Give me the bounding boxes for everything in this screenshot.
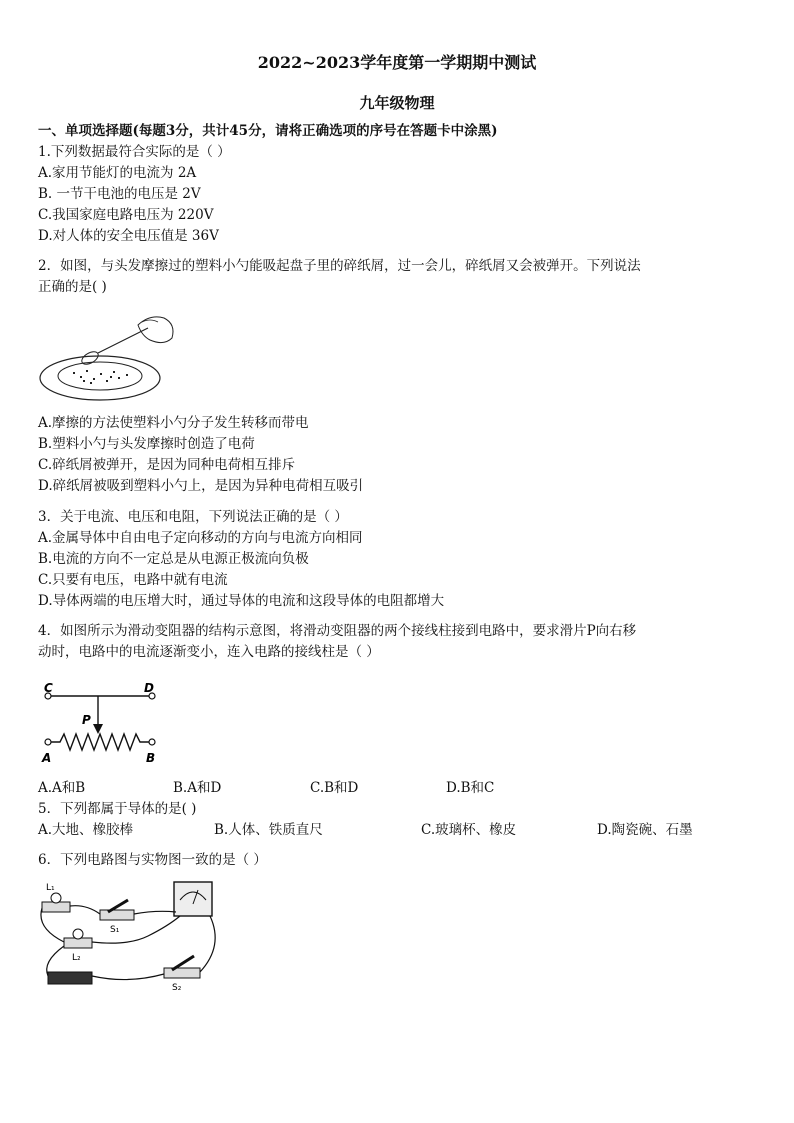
q4-option-b: B.A和D [173, 780, 222, 796]
terminal-b-label: B [146, 751, 156, 765]
section-heading: 一、单项选择题(每题3分，共计45分，请将正确选项的序号在答题卡中涂黑) [38, 123, 498, 139]
q2-option-a: A.摩擦的方法使塑料小勺分子发生转移而带电 [38, 415, 309, 431]
q4-option-d: D.B和C [446, 780, 495, 796]
q5-stem: 5．下列都属于导体的是( ) [38, 801, 197, 817]
switch-s1-label: S₁ [110, 925, 120, 935]
q1-option-d: D.对人体的安全电压值是 36V [38, 228, 219, 244]
q2-option-c: C.碎纸屑被弹开，是因为同种电荷相互排斥 [38, 457, 296, 473]
lamp-l1-label: L₁ [46, 883, 55, 893]
physical-circuit-figure [38, 876, 228, 996]
q3-option-b: B.电流的方向不一定总是从电源正极流向负极 [38, 551, 309, 567]
rheostat-figure [38, 680, 168, 770]
switch-s2-label: S₂ [172, 983, 182, 993]
q5-option-d: D.陶瓷碗、石墨 [597, 822, 693, 838]
exam-subject: 九年级物理 [359, 94, 435, 112]
terminal-a-label: A [42, 751, 52, 765]
q1-option-b: B. 一节干电池的电压是 2V [38, 186, 201, 202]
q5-option-b: B.人体、铁质直尺 [214, 822, 323, 838]
q4-stem-line1: 4．如图所示为滑动变阻器的结构示意图，将滑动变阻器的两个接线柱接到电路中，要求滑片P向右移 [38, 623, 637, 639]
q1-option-a: A.家用节能灯的电流为 2A [38, 165, 197, 181]
q4-option-a: A.A和B [38, 780, 86, 796]
q3-stem: 3．关于电流、电压和电阻，下列说法正确的是（ ） [38, 509, 348, 525]
q1-option-c: C.我国家庭电路电压为 220V [38, 207, 214, 223]
slider-p-label: P [82, 713, 91, 727]
q3-option-d: D.导体两端的电压增大时，通过导体的电流和这段导体的电阻都增大 [38, 593, 445, 609]
exam-title: 2022~2023学年度第一学期期中测试 [257, 53, 537, 72]
q5-option-a: A.大地、橡胶棒 [38, 822, 134, 838]
q2-option-d: D.碎纸屑被吸到塑料小勺上，是因为异种电荷相互吸引 [38, 478, 364, 494]
terminal-d-label: D [144, 681, 154, 695]
q6-stem: 6．下列电路图与实物图一致的是（ ） [38, 852, 267, 868]
plate-spoon-figure [38, 310, 178, 405]
q4-stem-line2: 动时，电路中的电流逐渐变小，连入电路的接线柱是（ ） [38, 644, 380, 660]
q2-stem-line2: 正确的是( ) [38, 279, 107, 295]
q3-option-c: C.只要有电压，电路中就有电流 [38, 572, 228, 588]
q1-stem: 1.下列数据最符合实际的是（ ） [38, 144, 231, 160]
q5-option-c: C.玻璃杯、橡皮 [421, 822, 517, 838]
q3-option-a: A.金属导体中自由电子定向移动的方向与电流方向相同 [38, 530, 363, 546]
terminal-c-label: C [44, 681, 53, 695]
q2-stem-line1: 2．如图，与头发摩擦过的塑料小勺能吸起盘子里的碎纸屑，过一会儿，碎纸屑又会被弹开。下列说法 [38, 258, 641, 274]
q4-option-c: C.B和D [310, 780, 359, 796]
lamp-l2-label: L₂ [72, 953, 81, 963]
q2-option-b: B.塑料小勺与头发摩擦时创造了电荷 [38, 436, 255, 452]
